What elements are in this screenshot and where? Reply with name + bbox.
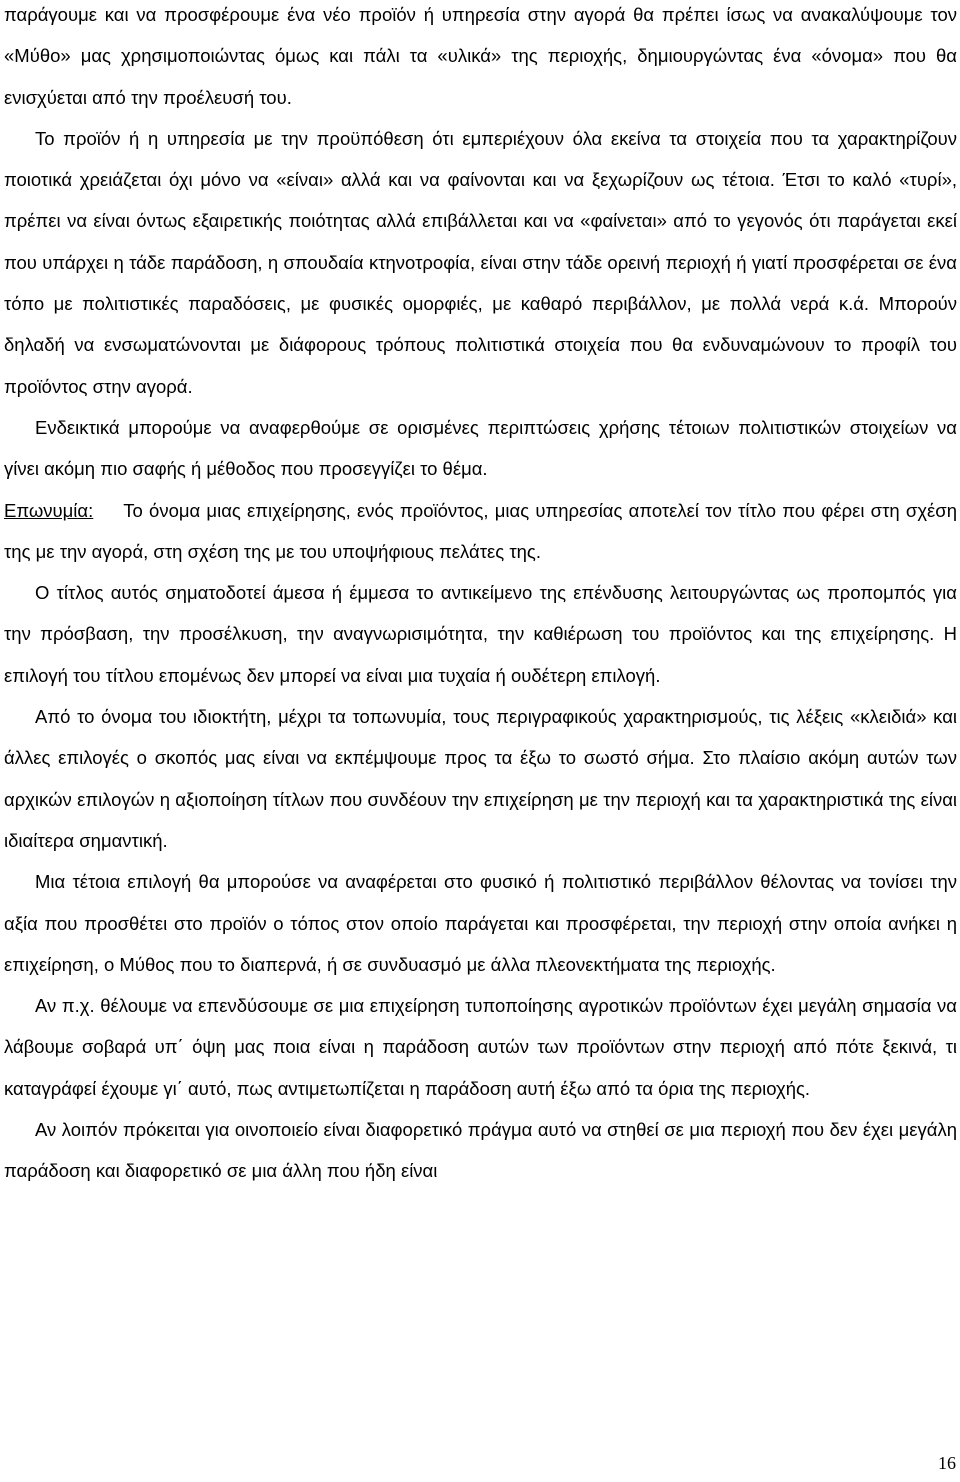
paragraph-2: Το προϊόν ή η υπηρεσία με την προϋπόθεση ότι εμπεριέχουν όλα εκείνα τα στοιχεία που τα χαρακτηρίζουν ποιοτικά χρειάζεται όχι μόνο να «είναι» αλλά και να φαίνονται και να ξεχωρίζουν ως τέτοια. Έτσι το καλό «τυρί», πρέπει να είναι όντως εξαιρετικής ποιότητας αλλά επιβάλλεται και να «φαίνεται» από το γεγονός ότι παράγεται εκεί που υπάρχει η τάδε παράδοση, η σπουδαία κτηνοτροφία, είναι στην τάδε ορεινή περιοχή ή γιατί προσφέρεται σε ένα τόπο με πολιτιστικές παραδόσεις, με φυσικές ομορφιές, με καθαρό περιβάλλον, με πολλά νερά κ.ά. Μπορούν δηλαδή να ενσωματώνονται με διάφορους τρόπους πολιτιστικά στοιχεία που θα ενδυναμώνουν το προφίλ του προϊόντος στην αγορά. — [4, 127, 957, 397]
paragraph-1: παράγουμε και να προσφέρουμε ένα νέο προϊόν ή υπηρεσία στην αγορά θα πρέπει ίσως να ανακαλύψουμε τον «Μύθο» μας χρησιμοποιώντας όμως και πάλι τα «υλικά» της περιοχής, δημιουργώντας ένα «όνομα» που θα ενισχύεται από την προέλευσή του. — [4, 4, 957, 108]
paragraph-5: Από το όνομα του ιδιοκτήτη, μέχρι τα τοπωνυμία, τους περιγραφικούς χαρακτηρισμούς, τις λέξεις «κλειδιά» και άλλες επιλογές ο σκοπός μας είναι να εκπέμψουμε προς τα έξω το σωστό σήμα. Στο πλαίσιο ακόμη αυτών των αρχικών επιλογών η αξιοποίηση τίτλων που συνδέουν την επιχείρηση με την περιοχή και τα χαρακτηριστικά της είναι ιδιαίτερα σημαντική. — [4, 706, 957, 851]
paragraph-8: Αν λοιπόν πρόκειται για οινοποιείο είναι διαφορετικό πράγμα αυτό να στηθεί σε μια περιοχή που δεν έχει μεγάλη παράδοση και διαφορετικό σε μια άλλη που ήδη είναι — [4, 1119, 957, 1182]
paragraph-7: Αν π.χ. θέλουμε να επενδύσουμε σε μια επιχείρηση τυποποίησης αγροτικών προϊόντων έχει μεγάλη σημασία να λάβουμε σοβαρά υπ΄ όψη μας ποια είναι η παράδοση αυτών των προϊόντων στην περιοχή από πότε ξεκινά, τι καταγράφεί έχουμε γι΄ αυτό, πως αντιμετωπίζεται η παράδοση αυτή έξω από τα όρια της περιοχής. — [4, 995, 957, 1099]
definition-paragraph — [4, 490, 957, 573]
paragraph-3: Ενδεικτικά μπορούμε να αναφερθούμε σε ορισμένες περιπτώσεις χρήσης τέτοιων πολιτιστικών στοιχείων να γίνει ακόμη πιο σαφής ή μέθοδος που προσεγγίζει το θέμα. — [4, 416, 957, 480]
definition-term: Επωνυμία: — [4, 499, 94, 521]
page-number: 16 — [938, 1453, 956, 1473]
paragraph-4: Ο τίτλος αυτός σηματοδοτεί άμεσα ή έμμεσα το αντικείμενο της επένδυσης λειτουργώντας ως προπομπός για την πρόσβαση, την προσέλκυση, την αναγνωρισιμότητα, την καθιέρωση του προϊόντος και της επιχείρησης. Η επιλογή του τίτλου επομένως δεν μπορεί να είναι μια τυχαία ή ουδέτερη επιλογή. — [4, 582, 957, 686]
document-page — [4, 0, 957, 1192]
paragraph-6: Μια τέτοια επιλογή θα μπορούσε να αναφέρεται στο φυσικό ή πολιτιστικό περιβάλλον θέλοντας να τονίσει την αξία που προσθέτει στο προϊόν ο τόπος στον οποίο παράγεται και προσφέρεται, την περιοχή στην οποία ανήκει η επιχείρηση, ο Μύθος που το διαπερνά, ή σε συνδυασμό με άλλα πλεονεκτήματα της περιοχής. — [4, 871, 957, 975]
definition-text: Το όνομα μιας επιχείρησης, ενός προϊόντος, μιας υπηρεσίας αποτελεί τον τίτλο που φέρει στη σχέση της με την αγορά, στη σχέση της με του υποψήφιους πελάτες της. — [4, 499, 957, 562]
